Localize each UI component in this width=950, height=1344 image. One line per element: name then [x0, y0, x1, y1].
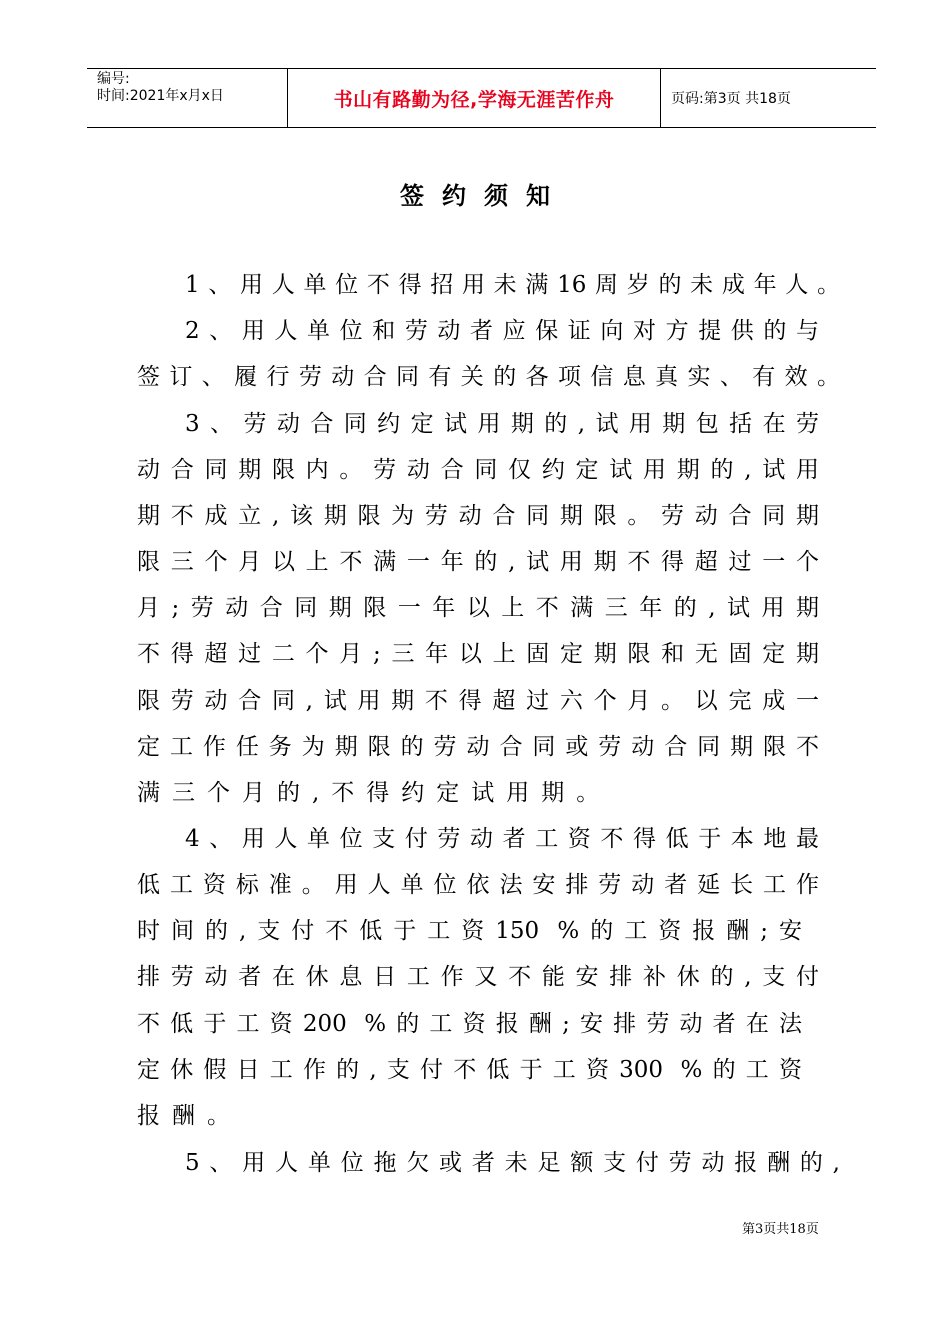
paragraph-line: 3、劳动合同约定试用期的,试用期包括在劳 [185, 411, 819, 437]
document-title: 签约须知 [400, 182, 568, 210]
paragraph-line: 4、用人单位支付劳动者工资不得低于本地最 [185, 826, 819, 852]
paragraph-line: 定工作任务为期限的劳动合同或劳动合同期限不 [137, 734, 819, 760]
paragraph-line: 2、用人单位和劳动者应保证向对方提供的与 [185, 318, 819, 344]
paragraph-line: 低工资标准。用人单位依法安排劳动者延长工作 [137, 872, 819, 898]
document-number-label: 编号: [97, 71, 130, 87]
paragraph-line: 定休假日工作的,支付不低于工资300 %的工资 [137, 1057, 802, 1083]
paragraph-line: 动合同期限内。劳动合同仅约定试用期的,试用 [137, 457, 819, 483]
header-page-info: 页码:第3页 共18页 [671, 91, 791, 107]
paragraph-line: 时间的,支付不低于工资150 %的工资报酬;安 [137, 918, 802, 944]
paragraph-line: 限三个月以上不满一年的,试用期不得超过一个 [137, 549, 819, 575]
paragraph-line: 不得超过二个月;三年以上固定期限和无固定期 [137, 641, 819, 667]
paragraph-line: 5、用人单位拖欠或者未足额支付劳动报酬的, [185, 1150, 840, 1176]
paragraph-line: 不低于工资200 %的工资报酬;安排劳动者在法 [137, 1011, 802, 1037]
page-footer: 第3页共18页 [742, 1222, 819, 1237]
paragraph-line: 限劳动合同,试用期不得超过六个月。以完成一 [137, 688, 819, 714]
header-motto: 书山有路勤为径,学海无涯苦作舟 [288, 69, 661, 127]
paragraph-line: 月;劳动合同期限一年以上不满三年的,试用期 [137, 595, 819, 621]
paragraph-line: 期不成立,该期限为劳动合同期限。劳动合同期 [137, 503, 819, 529]
paragraph-line: 排劳动者在休息日工作又不能安排补休的,支付 [137, 964, 819, 990]
document-time-label: 时间:2021年x月x日 [97, 88, 224, 104]
paragraph-line: 报酬。 [137, 1103, 242, 1129]
paragraph-line: 1、用人单位不得招用未满16周岁的未成年人。 [185, 272, 840, 298]
paragraph-line: 签订、履行劳动合同有关的各项信息真实、有效。 [137, 364, 840, 390]
paragraph-line: 满三个月的,不得约定试用期。 [137, 780, 612, 806]
